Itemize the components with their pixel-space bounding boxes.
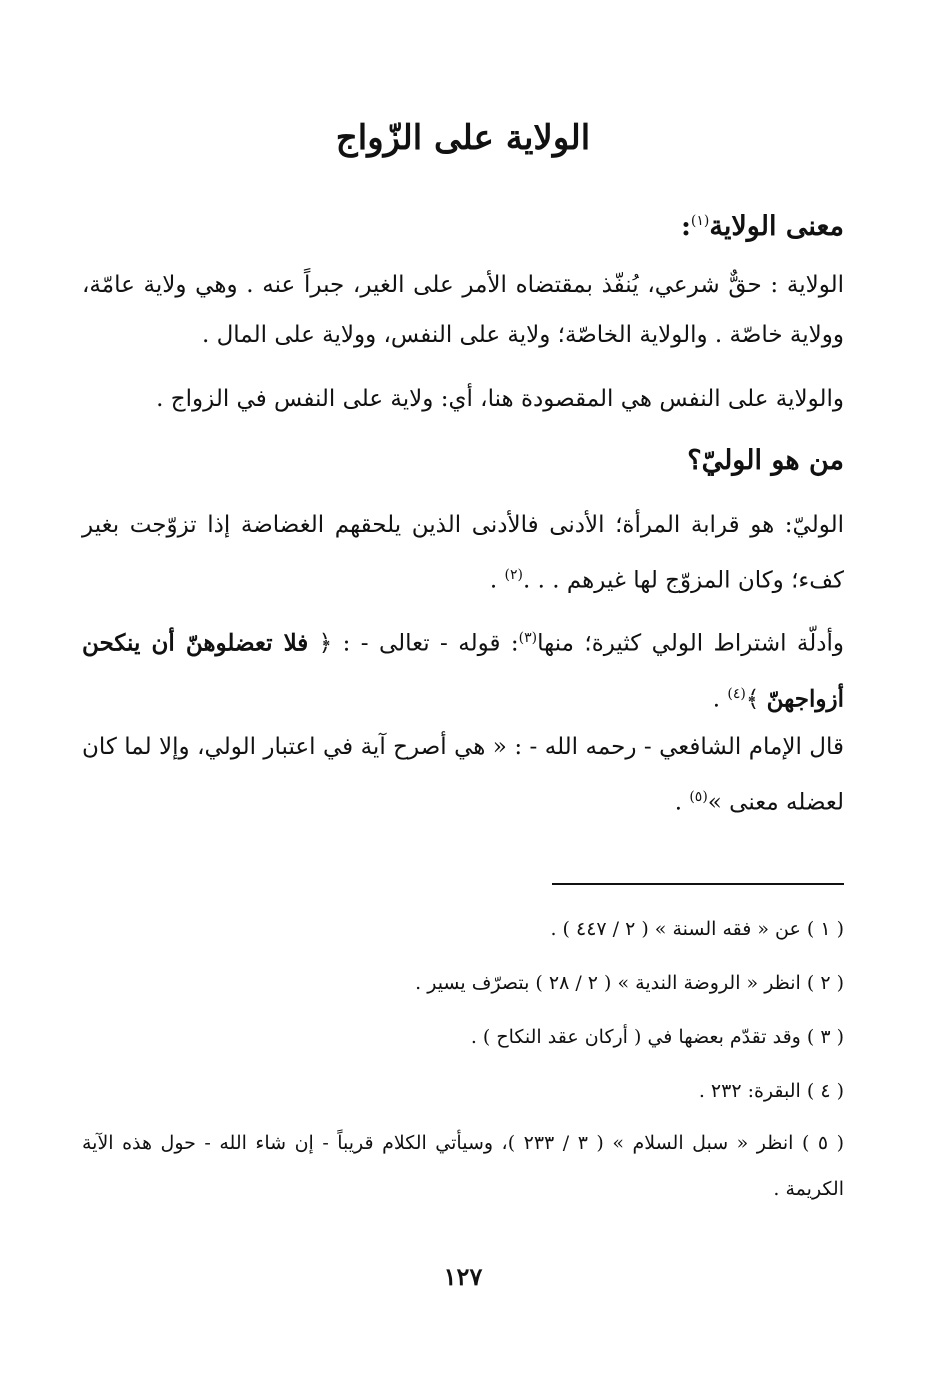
footnote-ref-4[interactable]: (٤) <box>727 685 746 702</box>
footnote-2: ( ٢ ) انظر « الروضة الندية » ( ٢ / ٢٨ ) بتصرّف يسير . <box>415 972 844 994</box>
heading-text: معنى الولاية <box>709 211 844 242</box>
book-page <box>82 0 844 1377</box>
paragraph-shafii-quote <box>82 722 844 828</box>
footnote-4: ( ٤ ) البقرة: ٢٣٢ . <box>698 1080 844 1102</box>
paragraph-guardian-definition <box>82 500 844 606</box>
paragraph-end: . <box>674 789 690 816</box>
footnote-3: ( ٣ ) وقد تقدّم بعضها في ( أركان عقد النكاح ) . <box>470 1026 844 1048</box>
paragraph-end: . <box>489 567 505 594</box>
paragraph-definition: الولاية : حقٌّ شرعي، يُنفّذ بمقتضاه الأمر على الغير، جبراً عنه . وهي ولاية عامّة، وولاية خاصّة . والولاية الخاصّة؛ ولاية على النفس، وولاية على المال . <box>82 272 844 348</box>
heading-colon: : <box>680 211 691 242</box>
section-heading-who: من هو الوليّ؟ <box>687 445 844 476</box>
paragraph-text: ﴾ <box>745 686 767 713</box>
quran-verse: فلا تعضلوهنّ أن ينكحن أزواجهنّ <box>82 629 844 713</box>
footnote-5: ( ٥ ) انظر « سبل السلام » ( ٣ / ٢٣٣ )، وسيأتي الكلام قريباً - إن شاء الله - حول هذه الآية الكريمة . <box>82 1132 845 1200</box>
section-heading-meaning <box>82 196 844 252</box>
footnote-ref-1[interactable]: (١) <box>690 213 710 229</box>
paragraph-text: وأدلّة اشتراط الولي كثيرة؛ منها <box>537 630 844 657</box>
paragraph-text: : قوله - تعالى - : ﴿ <box>308 630 519 657</box>
footnote-separator <box>552 883 844 885</box>
footnote-ref-3[interactable]: (٣) <box>518 630 538 646</box>
paragraph-text: قال الإمام الشافعي - رحمه الله - : « هي أصرح آية في اعتبار الولي، وإلا لما كان لعضله معنى » <box>82 734 844 816</box>
footnote-ref-2[interactable]: (٢) <box>504 567 523 583</box>
paragraph-evidence <box>82 613 844 724</box>
paragraph-text: الوليّ: هو قرابة المرأة؛ الأدنى فالأدنى الذين يلحقهم الغضاضة إذا تزوّجت بغير كفء؛ وكان المزوّج لها غيرهم . . . <box>82 512 844 594</box>
footnote-ref-5[interactable]: (٥) <box>689 789 708 805</box>
paragraph-scope: والولاية على النفس هي المقصودة هنا، أي: ولاية على النفس في الزواج . <box>156 386 844 412</box>
page-title: الولاية على الزّواج <box>335 118 591 158</box>
paragraph-end: . <box>712 686 728 713</box>
footnote-1: ( ١ ) عن « فقه السنة » ( ٢ / ٤٤٧ ) . <box>550 918 844 940</box>
page-number: ١٢٧ <box>443 1262 483 1291</box>
